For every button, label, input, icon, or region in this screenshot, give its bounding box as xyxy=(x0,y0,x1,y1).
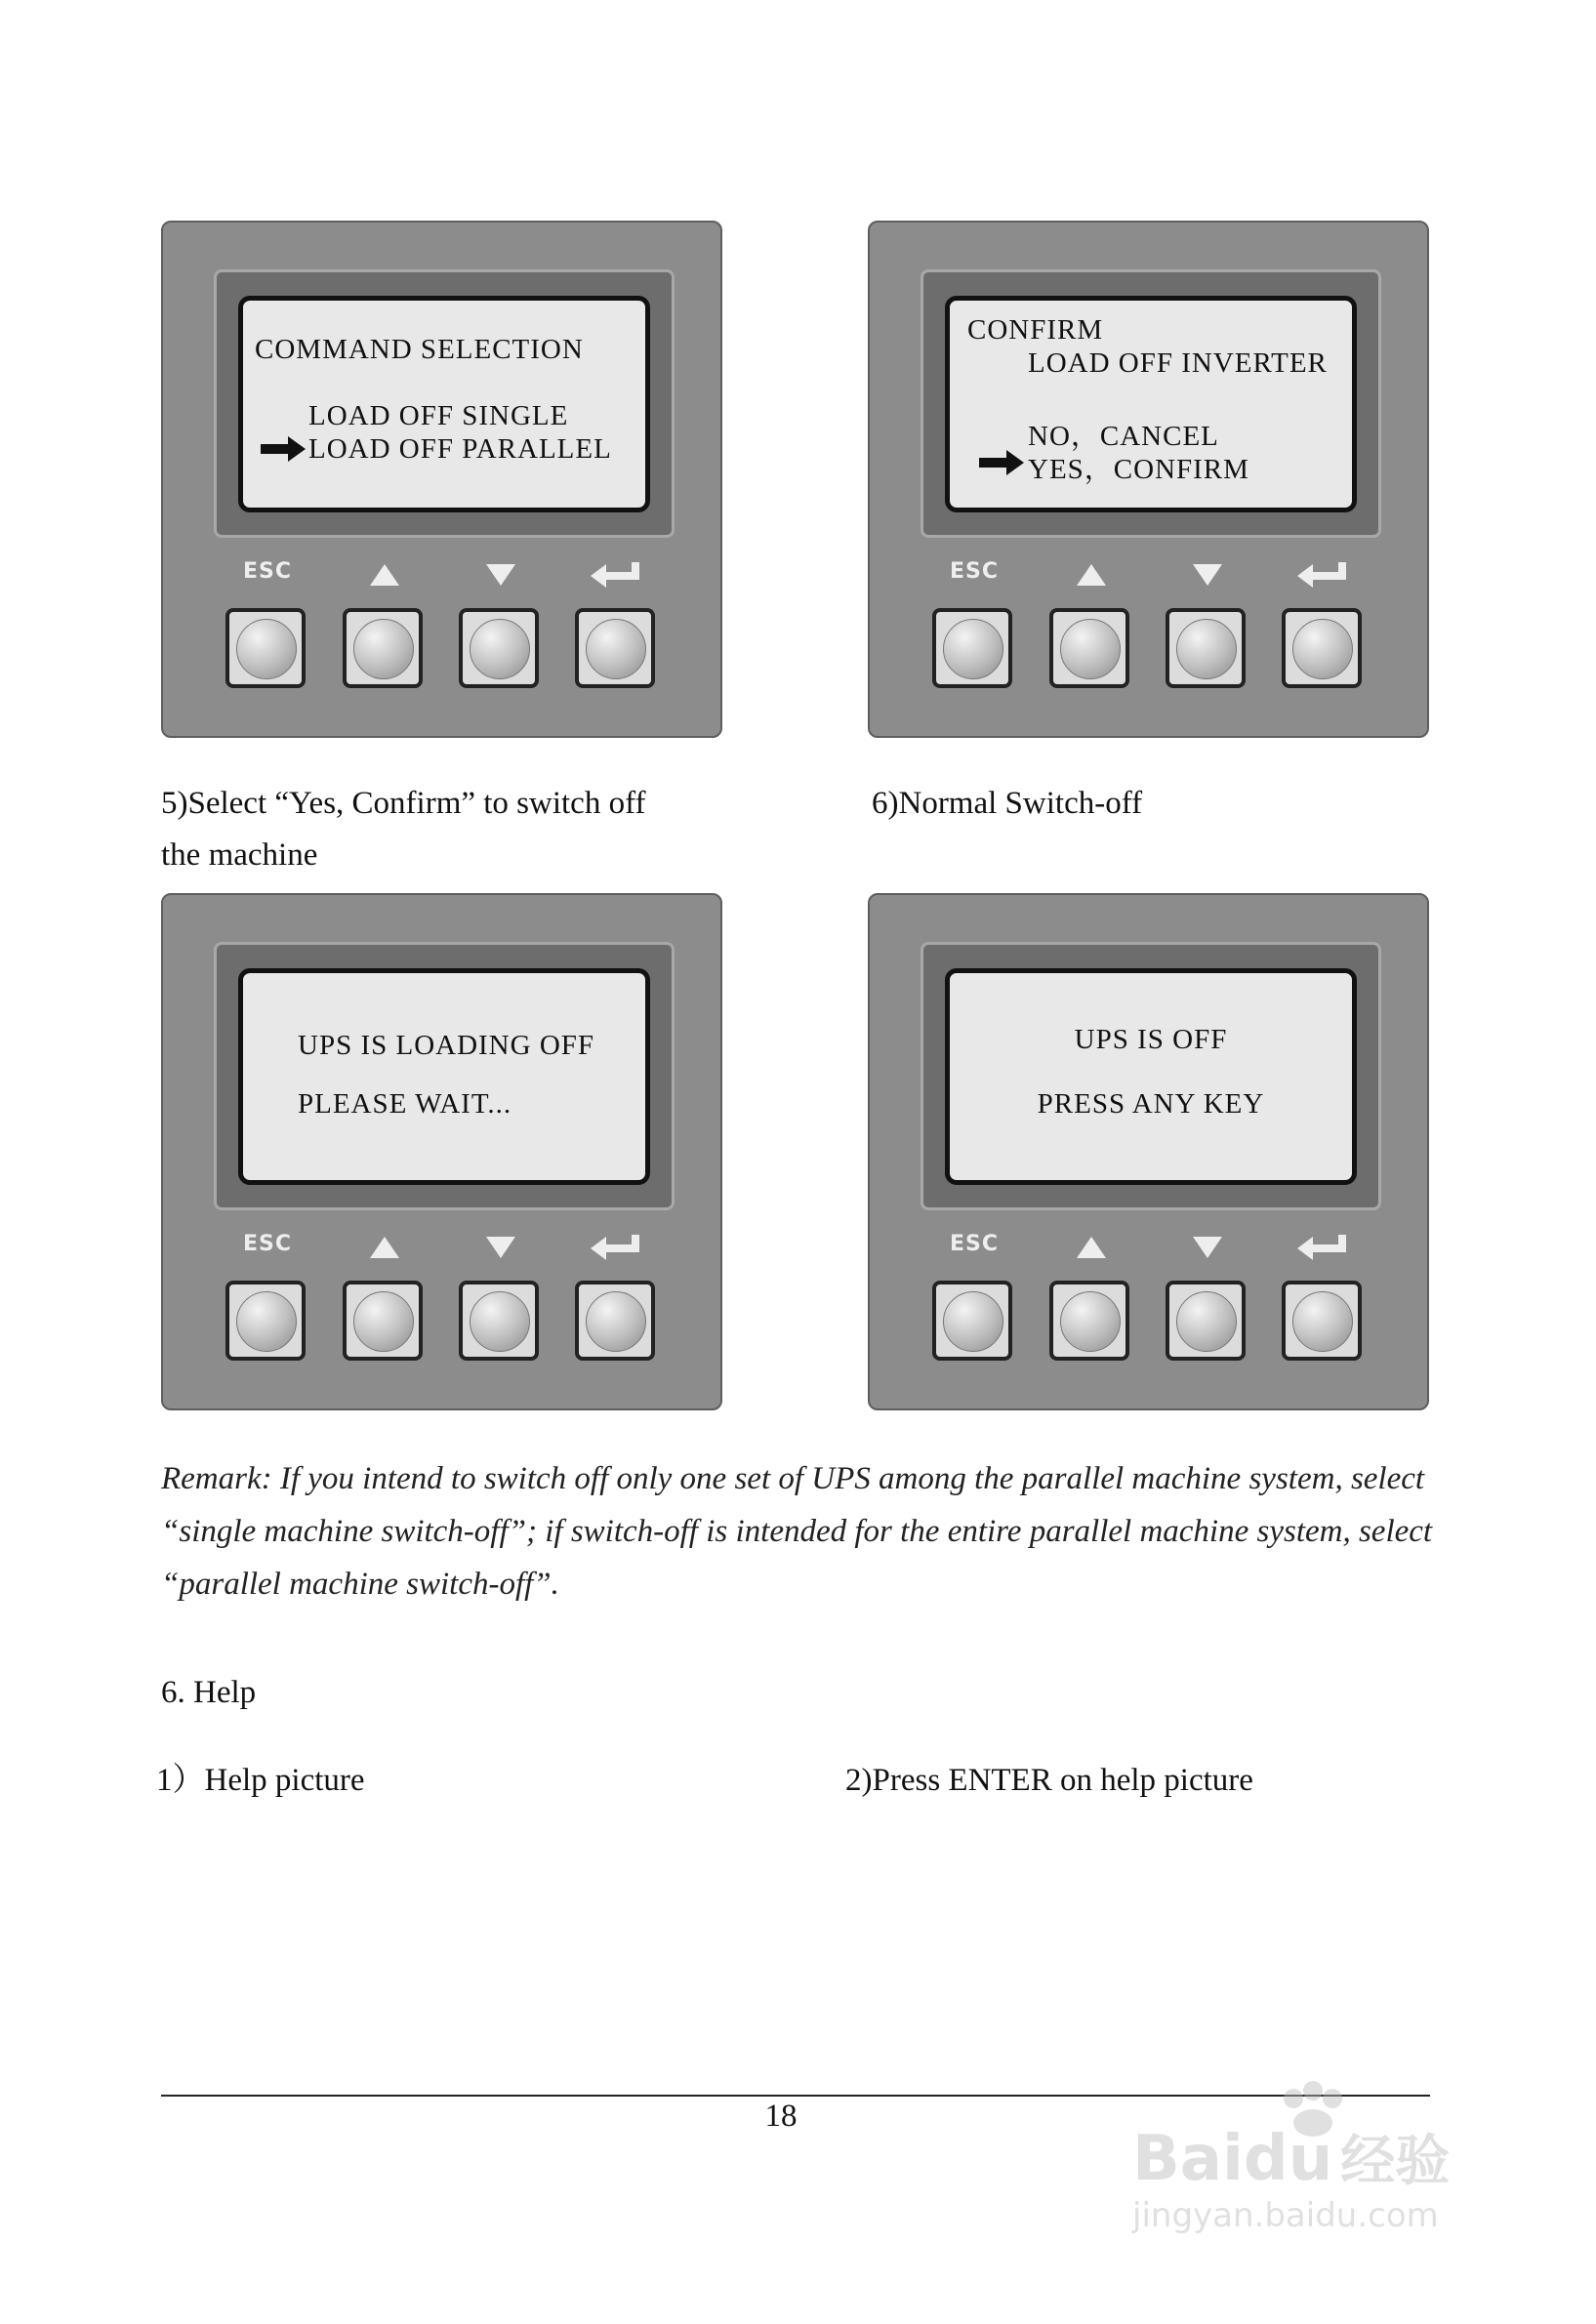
lcd-bezel xyxy=(214,269,675,538)
down-triangle-icon xyxy=(486,1237,515,1258)
remark-paragraph: Remark: If you intend to switch off only one set of UPS among the parallel machine system, select “single machine switch-off”; if switch-off is intended for the entire parallel machine system, select “parallel machine switch-off”. xyxy=(161,1461,1433,1602)
lcd-line-option-no: NO，CANCEL xyxy=(1028,421,1219,452)
step5-caption-line2: the machine xyxy=(161,837,318,873)
help-step2-caption: 2)Press ENTER on help picture xyxy=(845,1763,1253,1798)
watermark-cn: 经验 xyxy=(1340,2130,1451,2193)
watermark-brand-du: du xyxy=(1243,2123,1333,2195)
lcd-screen xyxy=(238,296,650,512)
lcd-line-title: COMMAND SELECTION xyxy=(255,334,584,365)
enter-button[interactable] xyxy=(575,1281,655,1361)
lcd-line-subtitle: LOAD OFF INVERTER xyxy=(1028,347,1328,379)
up-button[interactable] xyxy=(343,1281,423,1361)
lcd-line-press-key: PRESS ANY KEY xyxy=(1037,1088,1265,1120)
esc-label: ESC xyxy=(949,559,1000,584)
esc-label: ESC xyxy=(949,1232,1000,1256)
esc-button[interactable] xyxy=(932,1281,1012,1361)
esc-button[interactable] xyxy=(932,608,1012,688)
lcd-screen xyxy=(945,296,1357,512)
lcd-line-option-parallel: LOAD OFF PARALLEL xyxy=(308,433,612,465)
down-triangle-icon xyxy=(486,564,515,586)
esc-button[interactable] xyxy=(225,1281,306,1361)
enter-button[interactable] xyxy=(575,608,655,688)
ups-panel-loading-off xyxy=(161,893,722,1410)
down-button[interactable] xyxy=(459,1281,539,1361)
watermark-url: jingyan.baidu.com xyxy=(1132,2196,1439,2235)
esc-label: ESC xyxy=(242,1232,293,1256)
lcd-line-status: UPS IS OFF xyxy=(1074,1024,1228,1055)
down-triangle-icon xyxy=(1193,1237,1222,1258)
enter-button[interactable] xyxy=(1282,608,1362,688)
help-step1-caption: 1）Help picture xyxy=(156,1763,365,1798)
lcd-line-wait: PLEASE WAIT... xyxy=(298,1088,512,1120)
enter-button[interactable] xyxy=(1282,1281,1362,1361)
lcd-screen xyxy=(945,968,1357,1185)
esc-button[interactable] xyxy=(225,608,306,688)
up-button[interactable] xyxy=(1049,608,1129,688)
down-triangle-icon xyxy=(1193,564,1222,586)
enter-arrow-icon xyxy=(589,1233,643,1262)
step6-caption: 6)Normal Switch-off xyxy=(872,786,1143,821)
lcd-bezel xyxy=(921,942,1381,1210)
up-button[interactable] xyxy=(343,608,423,688)
down-button[interactable] xyxy=(459,608,539,688)
lcd-bezel xyxy=(214,942,675,1210)
selection-arrow-icon xyxy=(261,436,306,462)
enter-arrow-icon xyxy=(589,560,643,590)
enter-arrow-icon xyxy=(1295,1233,1350,1262)
up-triangle-icon xyxy=(1077,564,1106,586)
esc-label: ESC xyxy=(242,559,293,584)
down-button[interactable] xyxy=(1166,608,1246,688)
step5-caption-line1: 5)Select “Yes, Confirm” to switch off xyxy=(161,786,646,821)
lcd-line-title: CONFIRM xyxy=(967,314,1104,346)
watermark-brand-bai: Bai xyxy=(1132,2123,1244,2195)
up-triangle-icon xyxy=(1077,1237,1106,1258)
selection-arrow-icon xyxy=(979,450,1024,475)
up-triangle-icon xyxy=(370,1237,399,1258)
lcd-line-option-yes: YES，CONFIRM xyxy=(1028,454,1249,485)
lcd-line-status: UPS IS LOADING OFF xyxy=(298,1030,595,1061)
ups-panel-off xyxy=(868,893,1429,1410)
baidu-jingyan-watermark xyxy=(1123,2079,1513,2255)
page-number: 18 xyxy=(764,2099,798,2134)
lcd-bezel xyxy=(921,269,1381,538)
help-heading: 6. Help xyxy=(161,1675,257,1710)
watermark-brand xyxy=(1132,2118,1450,2196)
enter-arrow-icon xyxy=(1295,560,1350,590)
up-button[interactable] xyxy=(1049,1281,1129,1361)
up-triangle-icon xyxy=(370,564,399,586)
lcd-line-option-single: LOAD OFF SINGLE xyxy=(308,400,569,431)
ups-panel-command-selection xyxy=(161,221,722,738)
ups-panel-confirm xyxy=(868,221,1429,738)
down-button[interactable] xyxy=(1166,1281,1246,1361)
lcd-screen xyxy=(238,968,650,1185)
